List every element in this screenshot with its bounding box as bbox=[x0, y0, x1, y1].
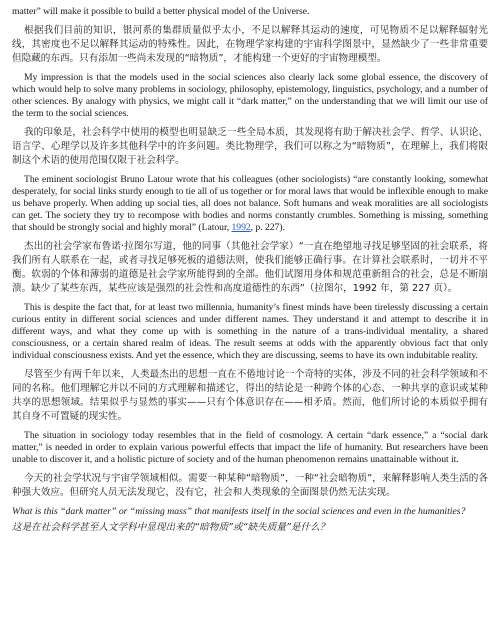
paragraph-en-2: My impression is that the models used in the social sciences also clearly lack some global essence, the discovery of which would help to solve many problems in sociology, philosophy, epistemology, linguistics, psychology, and a number of other sciences. By analogy with physics, we might call it “dark matter,” on the understanding that we will limit our use of the term to the social sciences. bbox=[12, 72, 488, 119]
paragraph-en-8: The situation in sociology today resembles that in the field of cosmology. A certain “dark essence,” a “social dark matter,” is needed in order to explain various powerful effects that impact the life of humanity. But researchers have been unable to discover it, and a holistic picture of society and of the human phenomenon remains unattainable without it. bbox=[12, 430, 488, 465]
paragraph-zh-7: 尽管至少有两千年以来，人类最杰出的思想一直在不倦地讨论一个奇特的实体，涉及不同的社会科学领域和不同的名称。他们理解它并以不同的方式理解和描述它，得出的结论是一种跨个体的心态、一种共享的意识或某种共享的思想领域。结果似乎与显然的事实——只有个体意识存在——相矛盾。然而，他们所讨论的本质似乎拥有其自身不可置疑的现实性。 bbox=[12, 369, 488, 422]
citation-link-1992[interactable]: 1992 bbox=[231, 222, 251, 233]
paragraph-zh-9: 今天的社会学状况与宇宙学领域相似。需要一种某种“暗物质”，一种“社会暗物质”，来解释影响人类生活的各种强大效应。但研究人员无法发现它，没有它，社会和人类现象的全面图景仍然无法实现。 bbox=[12, 473, 488, 498]
paragraph-zh-3: 我的印象是，社会科学中使用的模型也明显缺乏一些全局本质，其发现将有助于解决社会学、哲学、认识论、语言学、心理学以及许多其他科学中的许多问题。类比物理学，我们可以称之为“暗物质”，在理解上，我们将限制这个术语的使用范围仅限于社会科学。 bbox=[12, 127, 488, 166]
paragraph-zh-1: 根据我们目前的知识，银河系的集群质量似乎太小，不足以解释其运动的速度，可见物质不足以解释辐射光线，其密度也不足以解释其运动的特殊性。因此，在物理学家构建的宇宙科学图景中，显然缺少了一些非常重要但隐藏的东西。只有添加一些尚未发现的“暗物质”，才能构建一个更好的宇宙物理模型。 bbox=[12, 25, 488, 64]
question-en: What is this “dark matter” or “missing mass” that manifests itself in the social sciences and even in the humanities? bbox=[12, 506, 466, 517]
citation-page: , p. 227). bbox=[250, 222, 285, 233]
paragraph-zh-5: 杰出的社会学家布鲁诺·拉图尔写道，他的同事（其他社会学家）“一直在绝望地寻找足够坚固的社会联系，将我们所有人联系在一起，或者寻找足够死板的道德法则，使我们能够正确行事。在计算社会联系时，一切并不平衡。软弱的个体和薄弱的道德是社会学家所能得到的全部。他们试图用身体和规范重新组合的社会，总是不断崩溃。缺少了某些东西，某些应该是强烈的社会性和高度道德性的东西”（拉图尔，1992 年，第 227 页）。 bbox=[12, 241, 488, 294]
paragraph-en-intro: matter” will make it possible to build a better physical model of the Universe. bbox=[12, 6, 310, 17]
paragraph-en-6: This is despite the fact that, for at least two millennia, humanity’s finest minds have been tirelessly discussing a certain curious entity in different social sciences and under different names. They understand it and attempt to describe it in different ways, and what they come up with is something in the nature of a trans-individual mentality, a shared consciousness, or a certain shared realm of ideas. The result seems at odds with the apparently obvious fact that only individual consciousness exists. And yet the essence, which they are discussing, seems to have its own indubitable reality. bbox=[12, 302, 488, 361]
question-zh: 这是在社会科学甚至人文学科中显现出来的“暗物质”或“缺失质量”是什么？ bbox=[12, 522, 330, 533]
paragraph-en-4 bbox=[12, 174, 488, 234]
latour-quote-text: The eminent sociologist Bruno Latour wrote that his colleagues (other sociologists) “are constantly looking, somewhat desperately, for social links sturdy enough to tie all of us together or for moral laws that would be inflexible enough to make us behave properly. When adding up social ties, all does not balance. Soft humans and weak moralities are all sociologists can get. The society they try to recompose with bodies and norms constantly crumbles. Something is missing, something that should be strongly social and highly moral” (Latour, bbox=[12, 174, 488, 233]
